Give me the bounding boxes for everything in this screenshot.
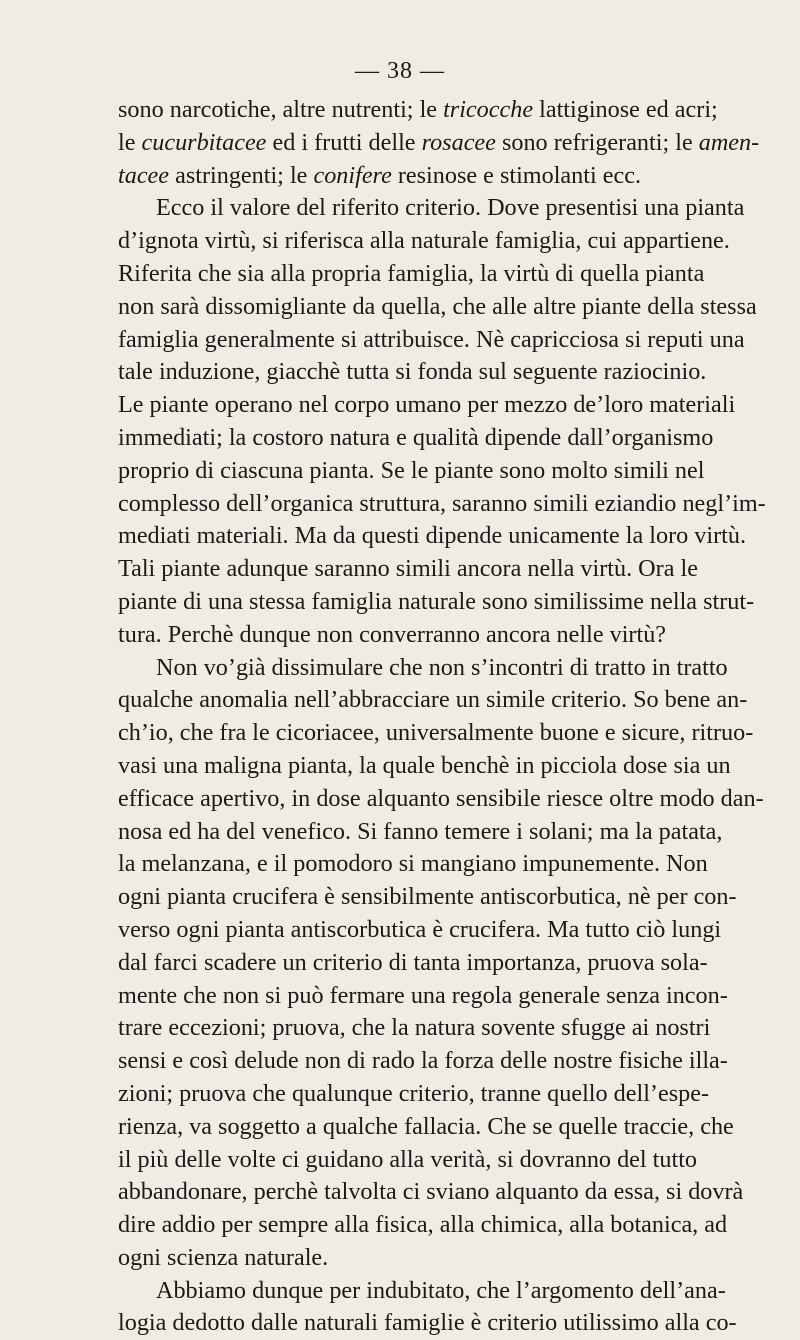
italic-term: cucurbitacee (141, 128, 267, 156)
text-line: logia dedotto dalle naturali famiglie è criterio utilissimo alla co- (118, 1309, 737, 1337)
italic-term: tricocche (443, 96, 534, 123)
text-line: immediati; la costoro natura e qualità dipende dall’organismo (118, 423, 714, 451)
text-line: nosa ed ha del venefico. Si fanno temere i solani; ma la patata, (118, 817, 723, 845)
text-line: ogni pianta crucifera è sensibilmente antiscorbutica, nè per con- (118, 883, 737, 911)
text-line: Tali piante adunque saranno simili ancora nella virtù. Ora le (118, 555, 698, 583)
text-line: Ecco il valore del riferito criterio. Dove presentisi una pianta (156, 194, 745, 222)
text-line: proprio di ciascuna pianta. Se le piante sono molto simili nel (118, 456, 705, 484)
text-line: tale induzione, giacchè tutta si fonda sul seguente raziocinio. (118, 358, 707, 386)
text-segment: lattiginose ed acri; (533, 96, 718, 123)
text-line: rienza, va soggetto a qualche fallacia. Che se quelle traccie, che (118, 1112, 734, 1140)
page-number: — 38 — (355, 58, 445, 84)
text-line: efficace apertivo, in dose alquanto sensibile riesce oltre modo dan- (118, 784, 764, 812)
text-line (118, 160, 690, 193)
text-line: ch’io, che fra le cicoriacee, universalmente buone e sicure, ritruo- (118, 719, 754, 747)
text-line (118, 127, 760, 160)
text-line: vasi una maligna pianta, la quale benchè in picciola dose sia un (118, 751, 731, 779)
text-segment: le (118, 128, 142, 156)
text-line: Le piante operano nel corpo umano per mezzo de’loro materiali (118, 391, 736, 419)
italic-term: amen- (698, 128, 760, 156)
text-segment: astringenti; le (169, 161, 314, 189)
text-line: famiglia generalmente si attribuisce. Nè capricciosa si reputi una (118, 325, 745, 353)
text-line (118, 94, 718, 127)
text-line: complesso dell’organica struttura, saranno simili eziandio negl’im- (118, 489, 766, 517)
text-line: il più delle volte ci guidano alla verità, si dovranno del tutto (118, 1145, 698, 1173)
text-line: non sarà dissomigliante da quella, che alle altre piante della stessa (118, 292, 757, 320)
text-line: la melanzana, e il pomodoro si mangiano impunemente. Non (118, 850, 708, 878)
text-line: qualche anomalia nell’abbracciare un simile criterio. So bene an- (118, 686, 748, 714)
text-line: tura. Perchè dunque non converranno ancora nelle virtù? (118, 620, 667, 648)
italic-term: conifere (313, 161, 392, 189)
text-line: mediati materiali. Ma da questi dipende unicamente la loro virtù. (118, 522, 747, 550)
text-line: Riferita che sia alla propria famiglia, la virtù di quella pianta (118, 259, 705, 287)
text-segment: sono refrigeranti; le (495, 128, 699, 156)
text-line: verso ogni pianta antiscorbutica è crucifera. Ma tutto ciò lungi (118, 915, 722, 943)
text-line: piante di una stessa famiglia naturale sono similissime nella strut- (118, 587, 755, 615)
italic-term: rosacee (421, 128, 496, 156)
text-line: Non vo’già dissimulare che non s’incontri di tratto in tratto (156, 653, 728, 681)
body-text (118, 94, 766, 1340)
text-line: d’ignota virtù, si riferisca alla naturale famiglia, cui appartiene. (118, 227, 730, 255)
text-line: sensi e così delude non di rado la forza delle nostre fisiche illa- (118, 1047, 728, 1075)
text-segment: sono narcotiche, altre nutrenti; le (118, 96, 444, 123)
text-line: dal farci scadere un criterio di tanta importanza, pruova sola- (118, 948, 708, 976)
text-line: Abbiamo dunque per indubitato, che l’argomento dell’ana- (156, 1276, 726, 1304)
text-line: ogni scienza naturale. (118, 1243, 329, 1271)
text-line: mente che non si può fermare una regola generale senza incon- (118, 981, 728, 1009)
italic-term: tacee (118, 161, 170, 189)
text-segment: resinose e stimolanti ecc. (391, 161, 641, 189)
text-line: dire addio per sempre alla fisica, alla chimica, alla botanica, ad (118, 1211, 728, 1239)
text-segment: ed i frutti delle (266, 128, 422, 156)
text-line: trare eccezioni; pruova, che la natura sovente sfugge ai nostri (118, 1014, 711, 1042)
text-line: abbandonare, perchè talvolta ci sviano alquanto da essa, si dovrà (118, 1178, 744, 1206)
text-line: zioni; pruova che qualunque criterio, tranne quello dell’espe- (118, 1079, 710, 1107)
